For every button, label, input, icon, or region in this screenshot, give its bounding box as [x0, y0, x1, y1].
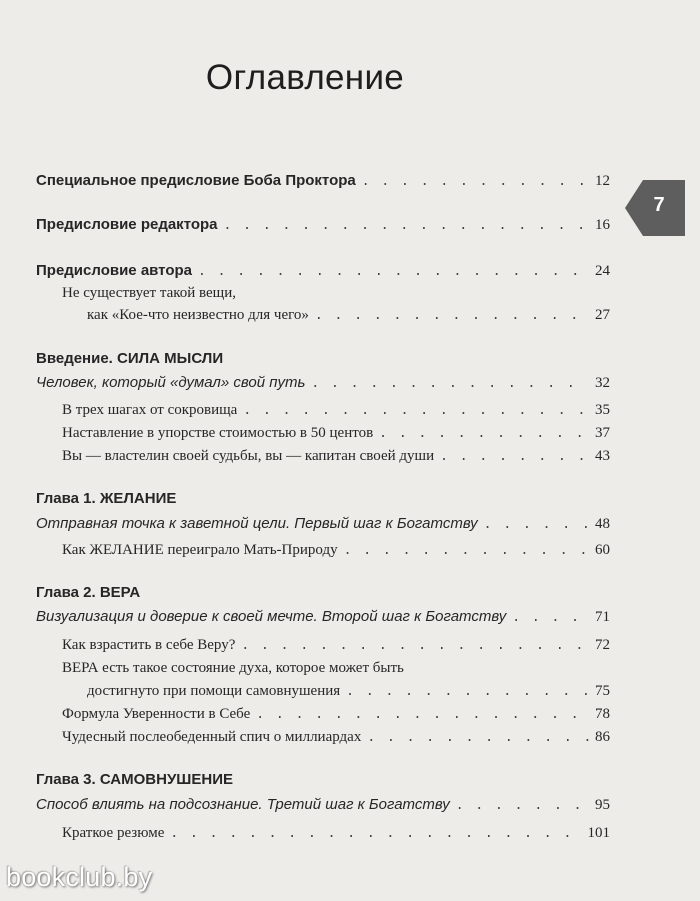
- toc-entry[interactable]: [62, 825, 610, 842]
- dot-leader: [346, 684, 589, 699]
- toc-entry-title: Как взрастить в себе Веру?: [62, 637, 236, 653]
- toc-entry[interactable]: [62, 706, 610, 723]
- dot-leader: [344, 543, 589, 558]
- dot-leader: [243, 403, 589, 418]
- dot-leader: [484, 517, 589, 532]
- toc-entry[interactable]: [62, 425, 610, 442]
- toc-page-number: 12: [595, 173, 610, 189]
- toc-entry-title: Чудесный послеобеденный спич о миллиардах: [62, 729, 362, 745]
- toc-entry-title: Человек, который «думал» свой путь: [36, 374, 306, 391]
- dot-leader: [456, 798, 589, 813]
- toc-page-number: 24: [595, 263, 610, 279]
- toc-entry-title: Специальное предисловие Боба Проктора: [36, 172, 356, 189]
- toc-entry-title-line2: достигнуто при помощи самовнушения: [87, 683, 341, 699]
- toc-entry[interactable]: [62, 448, 610, 465]
- dot-leader: [362, 174, 589, 189]
- toc-entry[interactable]: [36, 262, 610, 280]
- toc-page-number: 32: [595, 375, 610, 391]
- toc-entry[interactable]: [62, 637, 610, 654]
- chapter-heading[interactable]: Глава 1. ЖЕЛАНИЕ: [36, 490, 177, 507]
- toc-entry-title: Как ЖЕЛАНИЕ переиграло Мать-Природу: [62, 542, 338, 558]
- dot-leader: [241, 638, 589, 653]
- toc-page-number: 86: [595, 729, 610, 745]
- toc-entry[interactable]: [36, 374, 610, 392]
- toc-entry-title: Способ влиять на подсознание. Третий шаг к Богатству: [36, 796, 450, 813]
- toc-entry-title: Вы — властелин своей судьбы, вы — капитан своей души: [62, 448, 435, 464]
- toc-entry[interactable]: [62, 542, 610, 559]
- toc-entry-title: Предисловие автора: [36, 262, 192, 279]
- dot-leader: [256, 707, 589, 722]
- toc-page-number: 16: [595, 217, 610, 233]
- toc-page-number: 72: [595, 637, 610, 653]
- toc-entry[interactable]: [62, 729, 610, 746]
- toc-entry[interactable]: [87, 307, 610, 324]
- toc-entry-title: Предисловие редактора: [36, 216, 218, 233]
- toc-entry-title: Наставление в упорстве стоимостью в 50 центов: [62, 425, 374, 441]
- toc-entry-title-line1[interactable]: ВЕРА есть такое состояние духа, которое может быть: [62, 660, 404, 676]
- dot-leader: [379, 426, 589, 441]
- toc-page-number: 101: [587, 825, 610, 841]
- toc-page-number: 48: [595, 516, 610, 532]
- site-watermark: bookclub.by: [6, 862, 153, 892]
- toc-page-number: 37: [595, 425, 610, 441]
- dot-leader: [512, 610, 589, 625]
- toc-page-number: 35: [595, 402, 610, 418]
- dot-leader: [224, 218, 589, 233]
- toc-entry-title: В трех шагах от сокровища: [62, 402, 238, 418]
- toc-page-number: 43: [595, 448, 610, 464]
- page-title: Оглавление: [205, 58, 405, 97]
- toc-page-number: 60: [595, 542, 610, 558]
- toc-entry[interactable]: [36, 515, 610, 533]
- toc-page-number: 78: [595, 706, 610, 722]
- toc-entry[interactable]: [87, 683, 610, 700]
- toc-page-number: 75: [595, 683, 610, 699]
- toc-page-number: 95: [595, 797, 610, 813]
- chapter-heading[interactable]: Глава 3. САМОВНУШЕНИЕ: [36, 771, 233, 788]
- chapter-heading[interactable]: Глава 2. ВЕРА: [36, 584, 141, 601]
- dot-leader: [367, 730, 589, 745]
- toc-entry-title: Визуализация и доверие к своей мечте. Второй шаг к Богатству: [36, 608, 507, 625]
- toc-entry-title: Формула Уверенности в Себе: [62, 706, 251, 722]
- toc-entry[interactable]: [36, 216, 610, 234]
- toc-entry[interactable]: [62, 402, 610, 419]
- toc-entry[interactable]: [36, 796, 610, 814]
- dot-leader: [440, 449, 589, 464]
- dot-leader: [311, 376, 589, 391]
- dot-leader: [170, 826, 581, 841]
- toc-entry-title: Отправная точка к заветной цели. Первый шаг к Богатству: [36, 515, 478, 532]
- toc-entry-title-line1[interactable]: Не существует такой вещи,: [62, 285, 237, 301]
- section-heading[interactable]: Введение. СИЛА МЫСЛИ: [36, 350, 224, 367]
- toc-entry[interactable]: [36, 172, 610, 190]
- toc-entry-title: Краткое резюме: [62, 825, 165, 841]
- page-number: 7: [653, 194, 665, 216]
- toc-page-number: 71: [595, 609, 610, 625]
- dot-leader: [315, 308, 589, 323]
- page-number-tab: [625, 180, 685, 236]
- dot-leader: [198, 264, 589, 279]
- toc-entry-title-line2: как «Кое-что неизвестно для чего»: [87, 307, 309, 323]
- toc-entry[interactable]: [36, 608, 610, 626]
- toc-page-number: 27: [595, 307, 610, 323]
